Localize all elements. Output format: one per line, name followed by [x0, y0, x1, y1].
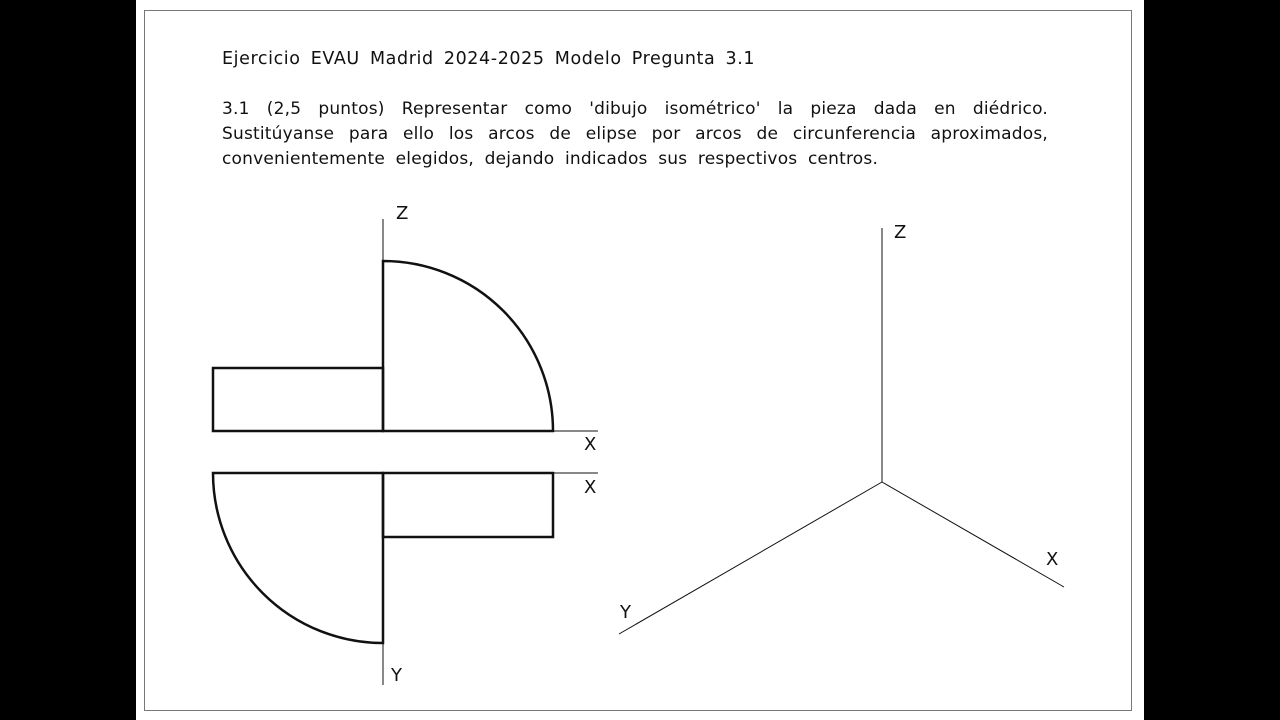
iso-x-axis	[882, 482, 1064, 587]
dihedral-view	[213, 203, 598, 686]
statement-line-3: convenientemente elegidos, dejando indicados sus respectivos centros.	[222, 149, 879, 169]
plan-bar	[383, 473, 553, 537]
statement-line-1: 3.1 (2,5 puntos) Representar como 'dibujo isométrico' la pieza dada en diédrico.	[222, 99, 1048, 119]
exercise-title: Ejercicio EVAU Madrid 2024-2025 Modelo Pregunta 3.1	[222, 49, 756, 69]
dihedral-y-label: Y	[391, 665, 402, 686]
iso-y-label: Y	[620, 602, 631, 623]
dihedral-x-label-upper: X	[584, 434, 597, 455]
isometric-axes	[619, 222, 1064, 634]
plan-quarter-disc	[213, 473, 383, 643]
dihedral-x-label-lower: X	[584, 477, 597, 498]
iso-y-axis	[619, 482, 882, 634]
iso-z-label: Z	[894, 222, 907, 243]
drawing-sheet	[136, 0, 1144, 720]
statement-line-2: Sustitúyanse para ello los arcos de elipse por arcos de circunferencia aproximados,	[222, 124, 1048, 144]
technical-drawing	[136, 0, 1144, 720]
dihedral-z-label: Z	[396, 203, 409, 224]
elevation-quarter-disc	[383, 261, 553, 431]
iso-x-label: X	[1046, 549, 1059, 570]
elevation-bar	[213, 368, 383, 431]
